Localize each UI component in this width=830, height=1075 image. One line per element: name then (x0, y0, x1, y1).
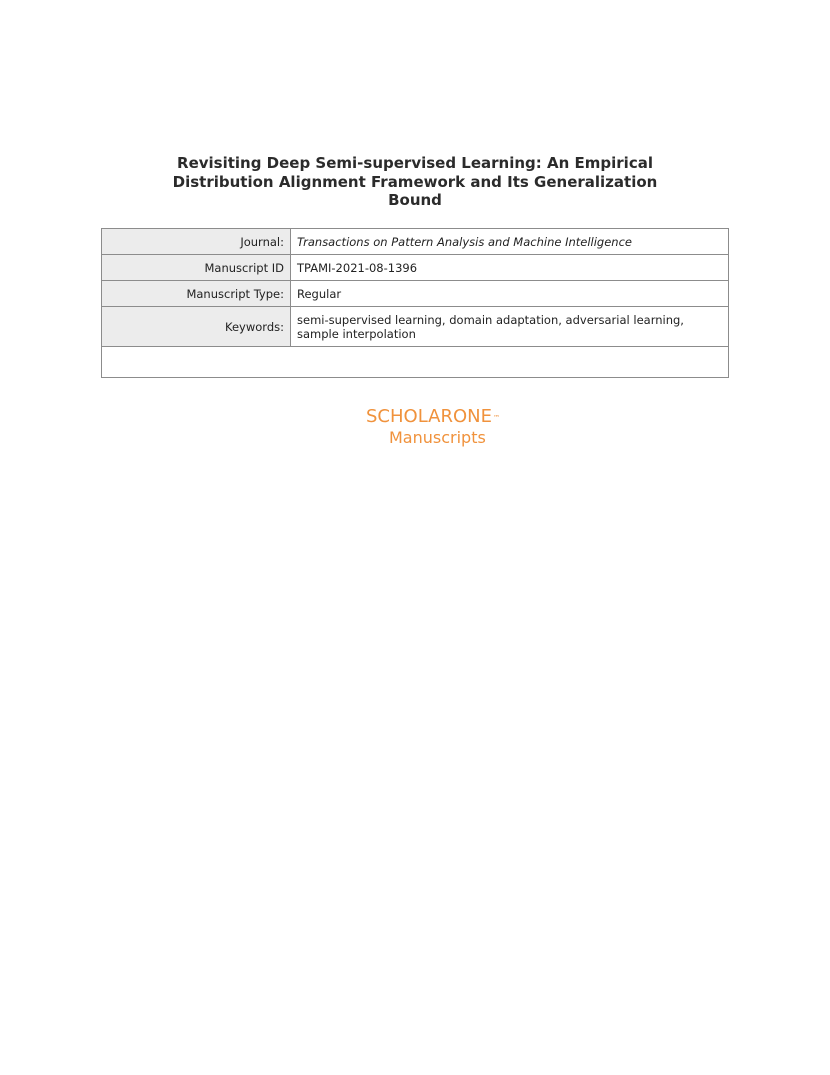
manuscript-type-label: Manuscript Type: (102, 281, 291, 307)
logo-manuscripts-text: Manuscripts (389, 428, 486, 447)
paper-title: Revisiting Deep Semi-supervised Learning: An Empirical Distribution Alignment Framework and Its Generalization Bound (172, 154, 658, 209)
table-row-empty (102, 347, 729, 378)
table-row-manuscript-id (102, 255, 729, 281)
scholarone-manuscripts-logo (366, 406, 526, 452)
logo-scholarone-text: SCHOLARONE (366, 406, 492, 427)
keywords-label: Keywords: (102, 307, 291, 347)
table-row-journal (102, 229, 729, 255)
journal-label: Journal: (102, 229, 291, 255)
keywords-value: semi-supervised learning, domain adaptation, adversarial learning, sample interpolation (291, 307, 729, 347)
manuscript-id-value: TPAMI-2021-08-1396 (291, 255, 729, 281)
table-row-keywords (102, 307, 729, 347)
manuscript-type-value: Regular (291, 281, 729, 307)
table-row-manuscript-type (102, 281, 729, 307)
manuscript-metadata-table (101, 228, 729, 378)
logo-wordmark (366, 406, 500, 428)
logo-trademark: ™ (492, 414, 500, 422)
manuscript-id-label: Manuscript ID (102, 255, 291, 281)
empty-cell (102, 347, 729, 378)
journal-value: Transactions on Pattern Analysis and Machine Intelligence (291, 229, 729, 255)
